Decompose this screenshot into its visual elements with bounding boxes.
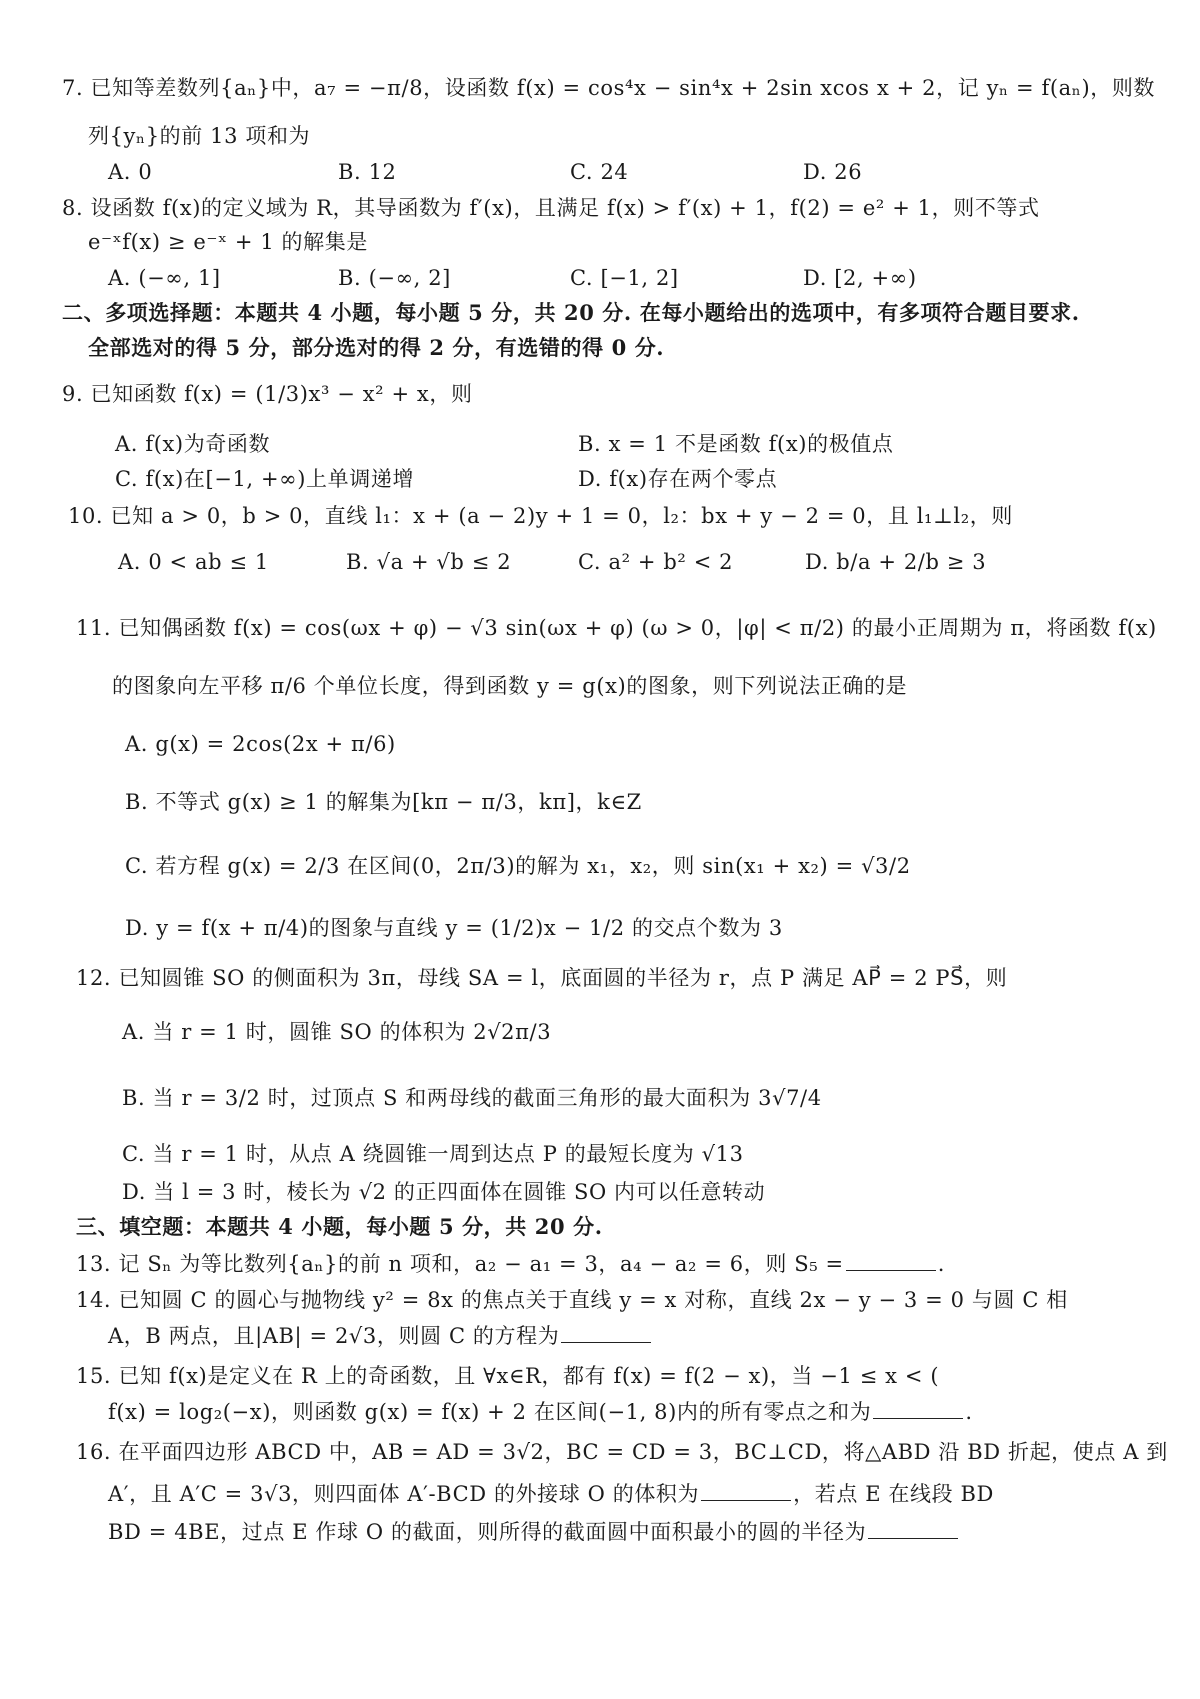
- q12-option-b: B. 当 r = 3/2 时，过顶点 S 和两母线的截面三角形的最大面积为 3√7/4: [122, 1086, 822, 1110]
- q7-stem-line1: 7. 已知等差数列{aₙ}中，a₇ = −π/8，设函数 f(x) = cos⁴x − sin⁴x + 2sin xcos x + 2，记 yₙ = f(aₙ)，则数: [62, 76, 1156, 100]
- q8-option-d: D. [2, +∞): [803, 266, 917, 290]
- q16-stem-line2-a: A′，且 A′C = 3√3，则四面体 A′-BCD 的外接球 O 的体积为: [108, 1482, 700, 1506]
- q15-stem-line1: 15. 已知 f(x)是定义在 R 上的奇函数，且 ∀x∈R，都有 f(x) = f(2 − x)，当 −1 ≤ x < (: [76, 1364, 940, 1388]
- q14-answer-blank[interactable]: [561, 1322, 651, 1343]
- section2-heading: 二、多项选择题：本题共 4 小题，每小题 5 分，共 20 分. 在每小题给出的选项中，有多项符合题目要求.: [62, 300, 1080, 325]
- q10-stem: 10. 已知 a > 0，b > 0，直线 l₁：x + (a − 2)y + 1 = 0，l₂：bx + y − 2 = 0，且 l₁⊥l₂，则: [68, 504, 1013, 528]
- q15-stem-line2: f(x) = log₂(−x)，则函数 g(x) = f(x) + 2 在区间(−1, 8)内的所有零点之和为: [108, 1400, 872, 1424]
- q15-line2: [108, 1396, 1200, 1428]
- q9-option-a: A. f(x)为奇函数: [115, 432, 271, 456]
- q16-stem-line2-b: ，若点 E 在线段 BD: [793, 1482, 994, 1506]
- q7-option-d: D. 26: [803, 160, 863, 184]
- q13-line: [76, 1248, 1200, 1280]
- q13-period: .: [937, 1252, 945, 1276]
- q10-option-b: B. √a + √b ≤ 2: [346, 550, 512, 574]
- q9-option-b: B. x = 1 不是函数 f(x)的极值点: [578, 432, 894, 456]
- q11-stem-line1: 11. 已知偶函数 f(x) = cos(ωx + φ) − √3 sin(ωx + φ) (ω > 0，|φ| < π/2) 的最小正周期为 π，将函数 f(x): [76, 616, 1157, 640]
- q11-option-b: B. 不等式 g(x) ≥ 1 的解集为[kπ − π/3，kπ]，k∈Z: [125, 790, 642, 814]
- q9-option-d: D. f(x)存在两个零点: [578, 467, 778, 491]
- section2-note: 全部选对的得 5 分，部分选对的得 2 分，有选错的得 0 分.: [88, 335, 665, 360]
- q12-stem: 12. 已知圆锥 SO 的侧面积为 3π，母线 SA = l，底面圆的半径为 r，点 P 满足 AP⃗ = 2 PS⃗，则: [76, 966, 1008, 990]
- q8-stem-line1: 8. 设函数 f(x)的定义域为 R，其导函数为 f′(x)，且满足 f(x) > f′(x) + 1，f(2) = e² + 1，则不等式: [62, 196, 1040, 220]
- q11-option-c: C. 若方程 g(x) = 2/3 在区间(0，2π/3)的解为 x₁，x₂，则 sin(x₁ + x₂) = √3/2: [125, 854, 911, 878]
- q13-stem: 13. 记 Sₙ 为等比数列{aₙ}的前 n 项和，a₂ − a₁ = 3，a₄ − a₂ = 6，则 S₅ =: [76, 1252, 844, 1276]
- q14-stem-line1: 14. 已知圆 C 的圆心与抛物线 y² = 8x 的焦点关于直线 y = x 对称，直线 2x − y − 3 = 0 与圆 C 相: [76, 1288, 1068, 1312]
- q8-option-a: A. (−∞, 1]: [108, 266, 221, 290]
- q9-stem: 9. 已知函数 f(x) = (1/3)x³ − x² + x，则: [62, 382, 473, 406]
- q16-stem-line1: 16. 在平面四边形 ABCD 中，AB = AD = 3√2，BC = CD = 3，BC⊥CD，将△ABD 沿 BD 折起，使点 A 到: [76, 1440, 1168, 1464]
- q7-option-b: B. 12: [338, 160, 397, 184]
- q7-stem-line2: 列{yₙ}的前 13 项和为: [88, 124, 311, 148]
- q8-option-c: C. [−1, 2]: [570, 266, 679, 290]
- q7-option-a: A. 0: [108, 160, 153, 184]
- q16-answer-blank-2[interactable]: [868, 1518, 958, 1539]
- q8-option-b: B. (−∞, 2]: [338, 266, 451, 290]
- q14-stem-line2: A，B 两点，且|AB| = 2√3，则圆 C 的方程为: [108, 1324, 560, 1348]
- q16-answer-blank-1[interactable]: [701, 1480, 791, 1501]
- q11-option-a: A. g(x) = 2cos(2x + π/6): [125, 732, 396, 756]
- q16-line2: [108, 1478, 1200, 1510]
- q15-answer-blank[interactable]: [873, 1398, 963, 1419]
- q16-stem-line3: BD = 4BE，过点 E 作球 O 的截面，则所得的截面圆中面积最小的圆的半径为: [108, 1520, 867, 1544]
- q12-option-a: A. 当 r = 1 时，圆锥 SO 的体积为 2√2π/3: [122, 1020, 552, 1044]
- q11-option-d: D. y = f(x + π/4)的图象与直线 y = (1/2)x − 1/2 的交点个数为 3: [125, 916, 783, 940]
- q10-option-d: D. b/a + 2/b ≥ 3: [805, 550, 987, 574]
- q12-option-c: C. 当 r = 1 时，从点 A 绕圆锥一周到达点 P 的最短长度为 √13: [122, 1142, 744, 1166]
- q7-option-c: C. 24: [570, 160, 629, 184]
- q10-option-c: C. a² + b² < 2: [578, 550, 734, 574]
- q10-option-a: A. 0 < ab ≤ 1: [118, 550, 269, 574]
- q13-answer-blank[interactable]: [846, 1250, 936, 1271]
- section3-heading: 三、填空题：本题共 4 小题，每小题 5 分，共 20 分.: [76, 1214, 603, 1239]
- q15-period: .: [965, 1400, 973, 1424]
- q11-stem-line2: 的图象向左平移 π/6 个单位长度，得到函数 y = g(x)的图象，则下列说法正确的是: [112, 674, 908, 698]
- q8-stem-line2: e⁻ˣf(x) ≥ e⁻ˣ + 1 的解集是: [88, 230, 368, 254]
- q9-option-c: C. f(x)在[−1, +∞)上单调递增: [115, 467, 415, 491]
- q16-line3: [108, 1516, 1200, 1548]
- q12-option-d: D. 当 l = 3 时，棱长为 √2 的正四面体在圆锥 SO 内可以任意转动: [122, 1180, 766, 1204]
- q14-line2: [108, 1320, 1200, 1352]
